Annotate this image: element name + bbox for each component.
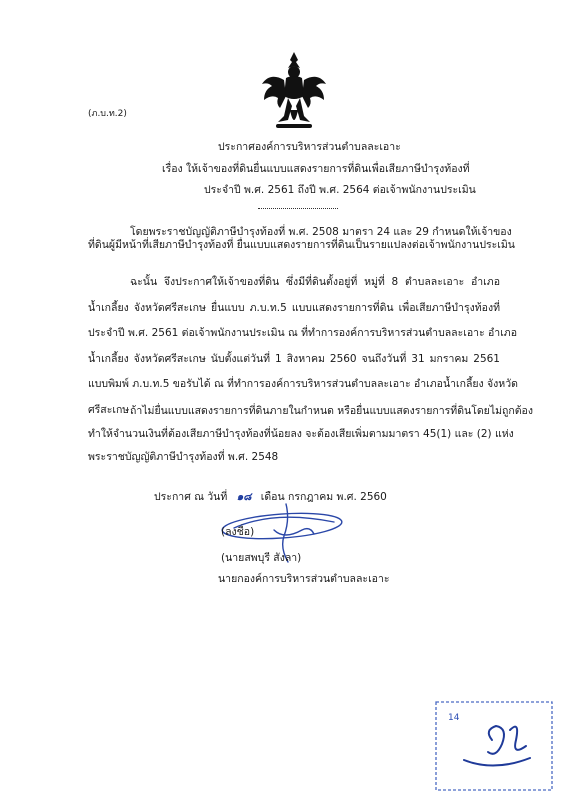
date-prefix: ประกาศ ณ วันที่ <box>154 491 228 503</box>
signer-name: (นายสพบุรี สังลา) <box>221 552 302 564</box>
paragraph-line: ถ้าไม่ยื่นแบบแสดงรายการที่ดินภายในกำหนด หรือยื่นแบบแสดงรายการที่ดินโดยไม่ถูกต้อง <box>130 405 533 417</box>
paragraph-line: ที่ดินผู้มีหน้าที่เสียภาษีบำรุงท้องที่ ยื่นแบบแสดงรายการที่ดินเป็นรายแปลงต่อเจ้าพนักงานประเมิน <box>88 239 515 251</box>
dotted-divider <box>258 208 338 209</box>
paragraph-line: น้ำเกลี้ยง จังหวัดศรีสะเกษ ยื่นแบบ ภ.บ.ท.5 แบบแสดงรายการที่ดิน เพื่อเสียภาษีบำรุงท้องที่ <box>88 301 500 314</box>
paragraph-line: พระราชบัญญัติภาษีบำรุงท้องที่ พ.ศ. 2548 <box>88 451 279 463</box>
signer-position: นายกองค์การบริหารส่วนตำบลละเอาะ <box>218 573 390 585</box>
paragraph-line: โดยพระราชบัญญัติภาษีบำรุงท้องที่ พ.ศ. 2508 มาตรา 24 และ 29 กำหนดให้เจ้าของ <box>130 226 512 238</box>
subject-line-continued: ประจำปี พ.ศ. 2561 ถึงปี พ.ศ. 2564 ต่อเจ้าพนักงานประเมิน <box>204 184 476 196</box>
paragraph-line: ทำให้จำนวนเงินที่ต้องเสียภาษีบำรุงท้องที่น้อยลง จะต้องเสียเพิ่มตามมาตรา 45(1) และ (2) แห่ง <box>88 428 514 440</box>
announcement-title: ประกาศองค์การบริหารส่วนตำบลละเอาะ <box>218 141 401 153</box>
garuda-emblem-icon <box>258 50 330 134</box>
form-code: (ภ.บ.ท.2) <box>88 109 127 119</box>
date-suffix: เดือน กรกฎาคม พ.ศ. 2560 <box>260 491 387 503</box>
stamp-number: 14 <box>448 713 460 723</box>
paragraph-line: ศรีสะเกษ <box>88 403 130 416</box>
paragraph-line: น้ำเกลี้ยง จังหวัดศรีสะเกษ นับตั้งแต่วันที่ 1 สิงหาคม 2560 จนถึงวันที่ 31 มกราคม 2561 <box>88 352 500 365</box>
subject-line: เรื่อง ให้เจ้าของที่ดินยื่นแบบแสดงรายการที่ดินเพื่อเสียภาษีบำรุงท้องที่ <box>162 163 470 175</box>
paragraph-legal-basis <box>88 226 515 252</box>
paragraph-line: ฉะนั้น จึงประกาศให้เจ้าของที่ดิน ซึ่งมีที่ดินตั้งอยู่ที่ หมู่ที่ 8 ตำบลละเอาะ อำเภอ <box>130 276 500 288</box>
paragraph-penalty <box>88 400 533 469</box>
paragraph-line: แบบพิมพ์ ภ.บ.ท.5 ขอรับได้ ณ ที่ทำการองค์การบริหารส่วนตำบลละเอาะ อำเภอน้ำเกลี้ยง จังหวัด <box>88 378 518 390</box>
handwritten-day: ๑๘ <box>236 491 252 503</box>
paragraph-line: ประจำปี พ.ศ. 2561 ต่อเจ้าพนักงานประเมิน ณ ที่ทำการองค์การบริหารส่วนตำบลละเอาะ อำเภอ <box>88 327 518 339</box>
sign-label: (ลงชื่อ) <box>221 526 255 538</box>
